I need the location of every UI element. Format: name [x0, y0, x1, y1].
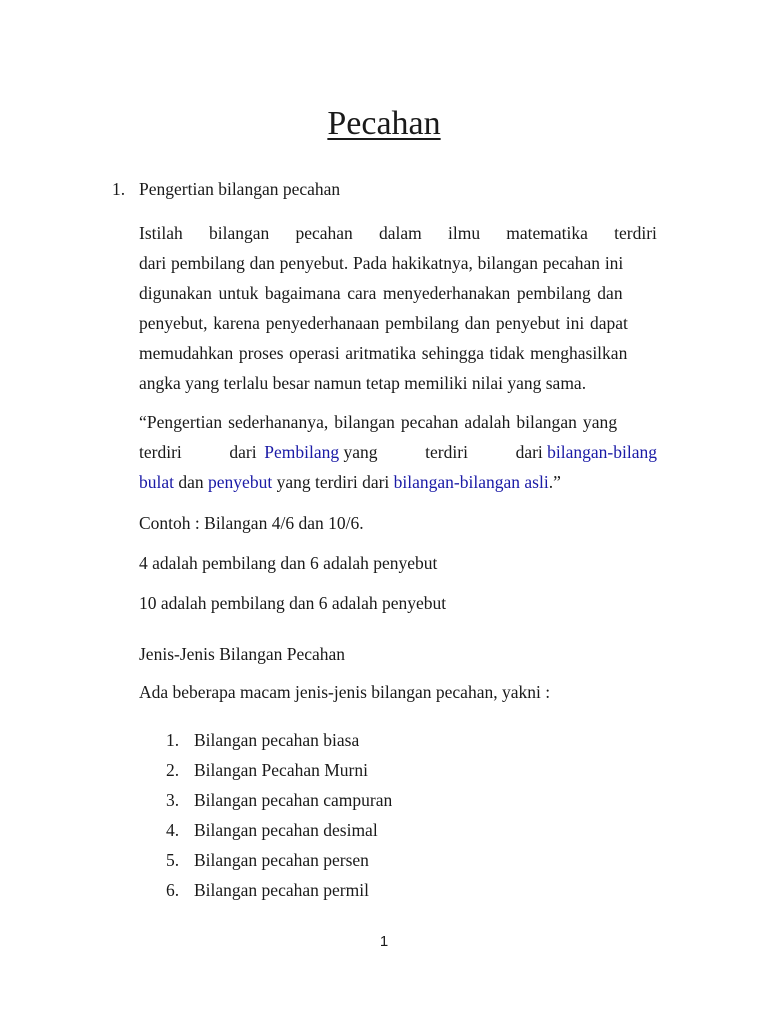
bilangan-bilang-link[interactable]: bilangan-bilang: [547, 442, 657, 462]
example-line-2: 10 adalah pembilang dan 6 adalah penyebut: [139, 593, 447, 613]
bulat-link[interactable]: bulat: [139, 472, 174, 492]
list-number: 5.: [166, 850, 180, 870]
page-title: Pecahan: [327, 105, 441, 142]
paragraph-line-1: [139, 218, 657, 248]
text: dan: [174, 472, 209, 492]
word: terdiri: [139, 442, 182, 462]
word: dalam: [379, 223, 422, 243]
list-label: Bilangan pecahan campuran: [194, 790, 393, 810]
penyebut-link[interactable]: penyebut: [208, 472, 273, 492]
word: terdiri: [425, 442, 468, 462]
example-line-1: 4 adalah pembilang dan 6 adalah penyebut: [139, 553, 438, 573]
section-heading: [112, 178, 340, 200]
list-label: Bilangan Pecahan Murni: [194, 760, 368, 780]
list-number: 1.: [166, 730, 180, 750]
list-item: [166, 879, 392, 909]
word: Istilah: [139, 223, 183, 243]
word: yang: [343, 442, 378, 462]
quote-line-1: “Pengertian sederhananya, bilangan pecahan adalah bilangan yang: [139, 412, 618, 432]
jenis-list: [166, 729, 392, 909]
pembilang-link-group: [264, 437, 377, 467]
page-number: 1: [379, 933, 389, 950]
list-item: [166, 759, 392, 789]
quote-paragraph: [139, 407, 657, 497]
list-item: [166, 789, 392, 819]
word: ilmu: [447, 223, 481, 243]
word: dari: [229, 442, 257, 462]
word: dari: [515, 442, 543, 462]
definition-paragraph: [139, 218, 657, 398]
example-intro: Contoh : Bilangan 4/6 dan 10/6.: [139, 513, 364, 533]
paragraph-line-3: digunakan untuk bagaimana cara menyederhanakan pembilang dan: [139, 283, 623, 303]
text: .”: [548, 472, 561, 492]
section-title: Pengertian bilangan pecahan: [139, 179, 341, 199]
paragraph-line-2: dari pembilang dan penyebut. Pada hakikatnya, bilangan pecahan ini: [139, 253, 624, 273]
list-item: [166, 819, 392, 849]
section-number: 1.: [112, 179, 126, 199]
text: yang terdiri dari: [272, 472, 394, 492]
paragraph-line-6: angka yang terlalu besar namun tetap memiliki nilai yang sama.: [139, 373, 587, 393]
pembilang-link[interactable]: Pembilang: [264, 442, 340, 462]
word: terdiri: [614, 223, 657, 243]
word: pecahan: [295, 223, 353, 243]
list-label: Bilangan pecahan permil: [194, 880, 369, 900]
paragraph-line-5: memudahkan proses operasi aritmatika sehingga tidak menghasilkan: [139, 343, 628, 363]
paragraph-line-4: penyebut, karena penyederhanaan pembilang dan penyebut ini dapat: [139, 313, 628, 333]
jenis-intro: Ada beberapa macam jenis-jenis bilangan pecahan, yakni :: [139, 682, 551, 702]
quote-line-2: [139, 437, 657, 467]
list-label: Bilangan pecahan persen: [194, 850, 369, 870]
list-item: [166, 849, 392, 879]
list-label: Bilangan pecahan biasa: [194, 730, 360, 750]
word: matematika: [506, 223, 588, 243]
list-number: 4.: [166, 820, 180, 840]
bilangan-asli-link[interactable]: bilangan-bilangan asli: [393, 472, 549, 492]
list-number: 6.: [166, 880, 180, 900]
list-label: Bilangan pecahan desimal: [194, 820, 378, 840]
jenis-heading: Jenis-Jenis Bilangan Pecahan: [139, 644, 346, 664]
list-number: 2.: [166, 760, 180, 780]
list-item: [166, 729, 392, 759]
bilangan-link-group: [516, 437, 657, 467]
quote-line-3: [139, 467, 657, 497]
list-number: 3.: [166, 790, 180, 810]
word: bilangan: [208, 223, 270, 243]
